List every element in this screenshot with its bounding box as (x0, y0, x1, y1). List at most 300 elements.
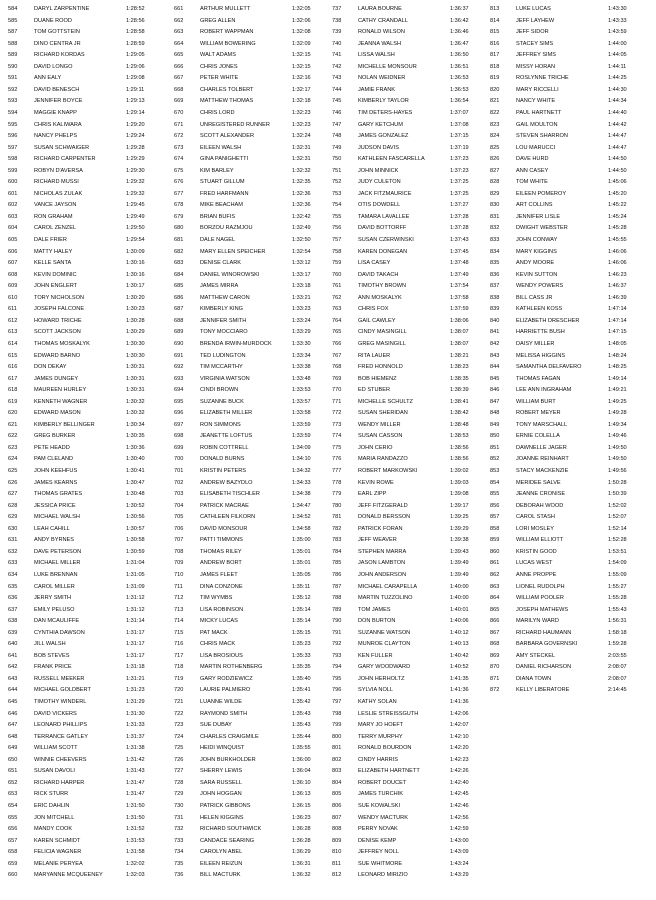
runner-name: CINDY MASINGILL (358, 329, 407, 336)
place: 721 (174, 699, 184, 705)
finish-time: 1:29:32 (126, 179, 145, 186)
finish-time: 1:32:50 (292, 237, 311, 243)
place: 760 (332, 271, 342, 278)
place: 746 (332, 109, 342, 116)
finish-time: 1:45:06 (608, 179, 627, 186)
place: 807 (332, 814, 342, 821)
place: 620 (8, 410, 18, 417)
runner-name: BORZOU RAZMJOU (200, 225, 253, 232)
finish-time: 1:33:58 (292, 410, 311, 417)
finish-time: 1:33:48 (292, 375, 311, 382)
finish-time: 1:37:28 (450, 225, 469, 232)
runner-name: WENDY MILLER (358, 421, 401, 428)
finish-time: 1:30:31 (126, 364, 145, 371)
finish-time: 1:37:43 (450, 237, 469, 243)
runner-name: LIONEL RUDOLPH (516, 583, 565, 590)
runner-name: LISA BROSIOUS (200, 652, 243, 659)
place: 808 (332, 826, 342, 833)
runner-name: RICHARD MUSSI (34, 179, 79, 186)
runner-name: MICHELLE SCHULTZ (358, 398, 413, 405)
runner-name: JENNIFER SMITH (200, 317, 247, 324)
finish-time: 1:28:58 (126, 29, 145, 36)
finish-time: 1:52:07 (608, 514, 627, 521)
finish-time: 2:08:07 (608, 675, 627, 682)
place: 847 (490, 398, 500, 405)
finish-time: 1:34:10 (292, 456, 311, 463)
runner-name: MIKE BEACHAM (200, 202, 243, 209)
place: 731 (174, 814, 184, 821)
finish-time: 1:43:24 (450, 860, 469, 867)
place: 795 (332, 675, 342, 682)
runner-name: RONALD WILSON (358, 29, 405, 36)
finish-time: 1:48:24 (608, 352, 627, 359)
place: 600 (8, 179, 18, 186)
runner-name: JOHN CERIO (358, 444, 393, 451)
place: 830 (490, 202, 500, 209)
runner-name: BARBARA GOVERNSKI (516, 641, 578, 648)
finish-time: 1:38:42 (450, 410, 469, 417)
finish-time: 1:36:46 (450, 29, 469, 36)
finish-time: 1:44:05 (608, 52, 627, 59)
runner-name: KEVIN ROWE (358, 479, 394, 486)
runner-name: LEE ANN INGRAHAM (516, 387, 572, 394)
place: 644 (8, 687, 18, 694)
runner-name: MISSY HORAN (516, 63, 556, 70)
runner-name: JERRY SMITH (34, 595, 72, 602)
place: 800 (332, 733, 342, 740)
place: 839 (490, 306, 500, 313)
runner-name: ANDREW BAZYDLO (200, 479, 253, 486)
place: 838 (490, 294, 500, 301)
runner-name: ROBYN D'AVERSA (34, 167, 83, 174)
finish-time: 1:31:53 (126, 837, 145, 844)
place: 864 (490, 595, 500, 602)
finish-time: 1:32:42 (292, 213, 311, 220)
finish-time: 2:08:07 (608, 664, 627, 671)
runner-name: CAROLYN ABEL (200, 849, 243, 856)
runner-name: SUSAN SCHWAIGER (34, 144, 90, 151)
finish-time: 1:32:08 (292, 29, 311, 36)
finish-time: 1:35:33 (292, 652, 311, 659)
runner-name: JUDSON DAVIS (358, 144, 399, 151)
place: 803 (332, 768, 342, 775)
finish-time: 1:37:54 (450, 283, 469, 290)
place: 797 (332, 699, 342, 705)
finish-time: 1:33:24 (292, 317, 311, 324)
runner-name: CATHLEEN FILKORN (200, 514, 256, 521)
place: 677 (174, 190, 184, 197)
finish-time: 1:35:23 (292, 641, 311, 648)
place: 802 (332, 756, 342, 763)
place: 730 (174, 802, 184, 809)
place: 811 (332, 860, 341, 867)
place: 858 (490, 525, 500, 532)
finish-time: 2:03:55 (608, 652, 627, 659)
runner-name: CHARLES CRAIGMILE (200, 733, 259, 740)
place: 766 (332, 340, 342, 347)
runner-name: TIM DETERS-HAYES (358, 109, 413, 116)
runner-name: MUNROE CLAYTON (358, 641, 411, 648)
place: 609 (8, 283, 18, 290)
place: 673 (174, 144, 184, 151)
runner-name: JOHN HOGGAN (200, 791, 242, 798)
place: 768 (332, 364, 342, 371)
runner-name: SCOTT JACKSON (34, 329, 81, 336)
finish-time: 1:40:12 (450, 629, 469, 636)
runner-name: JAMES GONZALEZ (358, 133, 409, 140)
finish-time: 1:29:11 (126, 86, 145, 93)
finish-time: 1:33:34 (292, 352, 311, 359)
finish-time: 1:37:58 (450, 294, 469, 301)
runner-name: PATTI TIMMONS (200, 537, 243, 544)
place: 663 (174, 29, 184, 36)
place: 769 (332, 375, 342, 382)
finish-time: 1:33:59 (292, 433, 311, 440)
finish-time: 1:40:01 (450, 606, 469, 613)
finish-time: 1:49:14 (608, 375, 627, 382)
place: 815 (490, 29, 500, 36)
runner-name: JENNIFER LISLE (516, 213, 561, 220)
runner-name: JEFF SIDOR (516, 29, 549, 36)
finish-time: 1:36:31 (292, 860, 311, 867)
finish-time: 1:39:29 (450, 525, 469, 532)
place: 836 (490, 271, 500, 278)
place: 635 (8, 583, 18, 590)
place: 868 (490, 641, 500, 648)
finish-time: 1:47:14 (608, 306, 627, 313)
runner-name: MICKY LUCAS (200, 618, 238, 625)
finish-time: 1:32:31 (292, 156, 311, 163)
runner-name: MARTIN ROTHENBERG (200, 664, 263, 671)
finish-time: 1:30:20 (126, 294, 145, 301)
finish-time: 1:36:23 (292, 814, 311, 821)
runner-name: KATHY SOLAN (358, 699, 397, 705)
finish-time: 1:29:50 (126, 225, 145, 232)
place: 855 (490, 491, 500, 498)
finish-time: 1:43:30 (608, 6, 627, 12)
place: 706 (174, 525, 184, 532)
finish-time: 1:38:39 (450, 387, 469, 394)
runner-name: SUSAN CZERWINSKI (358, 237, 414, 243)
finish-time: 1:44:50 (608, 156, 627, 163)
finish-time: 1:50:39 (608, 491, 627, 498)
finish-time: 1:39:49 (450, 560, 469, 567)
finish-time: 1:28:52 (126, 6, 145, 12)
runner-name: KAREN DONEGAN (358, 248, 408, 255)
finish-time: 1:40:00 (450, 595, 469, 602)
runner-name: EARL ZIPP (358, 491, 387, 498)
place: 639 (8, 629, 18, 636)
place: 656 (8, 826, 18, 833)
place: 755 (332, 213, 342, 220)
finish-time: 1:44:42 (608, 121, 627, 128)
runner-name: PERRY NOVAK (358, 826, 398, 833)
place: 618 (8, 387, 18, 394)
place: 801 (332, 745, 342, 752)
place: 743 (332, 75, 342, 82)
place: 770 (332, 387, 342, 394)
finish-time: 1:42:20 (450, 745, 469, 752)
runner-name: RICHARD HARPER (34, 779, 85, 786)
finish-time: 1:46:06 (608, 260, 627, 267)
runner-name: KEVIN SUTTON (516, 271, 558, 278)
place: 608 (8, 271, 18, 278)
finish-time: 1:37:48 (450, 260, 469, 267)
runner-name: FELICIA WAGNER (34, 849, 82, 856)
runner-name: JILL WALSH (34, 641, 66, 648)
finish-time: 1:32:15 (292, 63, 311, 70)
runner-name: MATTY HALEY (34, 248, 73, 255)
runner-name: SUSAN SHERIDAN (358, 410, 408, 417)
runner-name: TORY NICHOLSON (34, 294, 85, 301)
place: 611 (8, 306, 17, 313)
place: 604 (8, 225, 18, 232)
place: 597 (8, 144, 18, 151)
place: 651 (8, 768, 18, 775)
finish-time: 1:42:45 (450, 791, 469, 798)
finish-time: 1:49:28 (608, 410, 627, 417)
runner-name: TAMARA LAVALLEE (358, 213, 410, 220)
runner-name: KATHLEEN KOSS (516, 306, 563, 313)
finish-time: 1:43:33 (608, 17, 627, 24)
runner-name: GREG MASINGILL (358, 340, 406, 347)
runner-name: RAYMOND SMITH (200, 710, 248, 717)
finish-time: 1:32:24 (292, 133, 311, 140)
place: 753 (332, 190, 342, 197)
runner-name: STACEY SIMS (516, 40, 554, 47)
place: 625 (8, 468, 18, 474)
place: 648 (8, 733, 18, 740)
runner-name: UNREGISTERED RUNNER (200, 121, 270, 128)
place: 643 (8, 675, 18, 682)
finish-time: 1:45:20 (608, 190, 627, 197)
place: 826 (490, 156, 500, 163)
runner-name: TIM MCCARTHY (200, 364, 243, 371)
runner-name: SCOTT ALEXANDER (200, 133, 254, 140)
runner-name: JASON LAMBTON (358, 560, 406, 567)
place: 820 (490, 86, 500, 93)
finish-time: 1:31:17 (126, 652, 145, 659)
runner-name: SHERRY LEWIS (200, 768, 243, 775)
place: 824 (490, 133, 500, 140)
finish-time: 1:35:00 (292, 537, 311, 544)
runner-name: NANCY WHITE (516, 98, 556, 105)
place: 865 (490, 606, 500, 613)
runner-name: DUANE ROOD (34, 17, 72, 24)
place: 653 (8, 791, 18, 798)
runner-name: GREG ALLEN (200, 17, 236, 24)
finish-time: 1:45:55 (608, 237, 627, 243)
place: 657 (8, 837, 18, 844)
place: 772 (332, 410, 342, 417)
runner-name: JEFF LAYHEW (516, 17, 555, 24)
finish-time: 1:35:55 (292, 745, 311, 752)
runner-name: MANDY COOK (34, 826, 73, 833)
finish-time: 1:31:12 (126, 606, 145, 613)
finish-time: 1:37:19 (450, 144, 469, 151)
finish-time: 1:40:06 (450, 618, 469, 625)
finish-time: 1:37:07 (450, 109, 469, 116)
place: 664 (174, 40, 184, 47)
runner-name: DANIEL WINOROWSKI (200, 271, 260, 278)
finish-time: 1:31:17 (126, 629, 145, 636)
place: 749 (332, 144, 342, 151)
runner-name: JEFFREY SIMS (516, 52, 556, 59)
runner-name: WILLIAM ELLIOTT (516, 537, 564, 544)
runner-name: FRED HARFMANN (200, 190, 249, 197)
finish-time: 1:38:21 (450, 352, 469, 359)
runner-name: RITA LAUER (358, 352, 391, 359)
finish-time: 1:31:47 (126, 779, 145, 786)
runner-name: JACK FITZMAURICE (358, 190, 412, 197)
place: 585 (8, 17, 18, 24)
finish-time: 1:30:52 (126, 502, 145, 509)
place: 714 (174, 618, 184, 625)
finish-time: 1:30:16 (126, 260, 145, 267)
place: 613 (8, 329, 18, 336)
finish-time: 1:43:59 (608, 29, 627, 36)
finish-time: 1:36:47 (450, 40, 469, 47)
runner-name: CANDACE SEARING (200, 837, 255, 844)
finish-time: 1:56:31 (608, 618, 627, 625)
finish-time: 1:32:03 (126, 872, 145, 879)
runner-name: MELISSA HIGGINS (516, 352, 566, 359)
place: 786 (332, 571, 342, 578)
runner-name: JAMES TURCHIK (358, 791, 403, 798)
finish-time: 1:37:59 (450, 306, 469, 313)
finish-time: 1:36:53 (450, 75, 469, 82)
place: 719 (174, 675, 184, 682)
finish-time: 1:30:17 (126, 283, 145, 290)
place: 758 (332, 248, 342, 255)
finish-time: 1:48:05 (608, 340, 627, 347)
place: 829 (490, 190, 500, 197)
runner-name: CAROL ZENZEL (34, 225, 77, 232)
finish-time: 1:49:34 (608, 421, 627, 428)
place: 632 (8, 548, 18, 555)
place: 846 (490, 387, 500, 394)
place: 672 (174, 133, 184, 140)
place: 627 (8, 491, 18, 498)
place: 705 (174, 514, 184, 521)
runner-name: DAWNELLE JAGER (516, 444, 567, 451)
place: 606 (8, 248, 18, 255)
place: 665 (174, 52, 184, 59)
finish-time: 1:30:40 (126, 456, 145, 463)
finish-time: 1:30:23 (126, 306, 145, 313)
finish-time: 1:33:30 (292, 340, 311, 347)
place: 778 (332, 479, 342, 486)
finish-time: 1:45:28 (608, 225, 627, 232)
place: 857 (490, 514, 500, 521)
finish-time: 1:32:16 (292, 75, 311, 82)
runner-name: KATHLEEN FASCARELLA (358, 156, 425, 163)
finish-time: 1:31:12 (126, 595, 145, 602)
place: 784 (332, 548, 342, 555)
runner-name: MARTIN TUZZOLINO (358, 595, 413, 602)
place: 688 (174, 317, 184, 324)
runner-name: JAMES KEARNS (34, 479, 78, 486)
place: 617 (8, 375, 18, 382)
place: 765 (332, 329, 342, 336)
finish-time: 1:39:08 (450, 491, 469, 498)
runner-name: RON GRAHAM (34, 213, 73, 220)
place: 598 (8, 156, 18, 163)
place: 629 (8, 514, 18, 521)
place: 848 (490, 410, 500, 417)
place: 717 (174, 652, 184, 659)
place: 666 (174, 63, 184, 70)
runner-name: STEVEN SHARRON (516, 133, 568, 140)
finish-time: 1:36:15 (292, 802, 311, 809)
finish-time: 1:30:56 (126, 514, 145, 521)
runner-name: DENISE CLARK (200, 260, 242, 267)
finish-time: 1:30:32 (126, 398, 145, 405)
finish-time: 1:39:17 (450, 502, 469, 509)
finish-time: 1:42:46 (450, 802, 469, 809)
runner-name: DAVID VICKERS (34, 710, 77, 717)
runner-name: ELISABETH TISCHLER (200, 491, 260, 498)
runner-name: THOMAS RILEY (200, 548, 242, 555)
place: 624 (8, 456, 18, 463)
place: 612 (8, 317, 18, 324)
finish-time: 1:38:07 (450, 329, 469, 336)
finish-time: 1:40:52 (450, 664, 469, 671)
runner-name: DALE FRIER (34, 237, 67, 243)
runner-name: TIMOTHY WINDERL (34, 699, 87, 705)
place: 610 (8, 294, 18, 301)
place: 674 (174, 156, 184, 163)
finish-time: 1:29:45 (126, 202, 145, 209)
place: 792 (332, 641, 342, 648)
place: 722 (174, 710, 184, 717)
finish-time: 1:34:09 (292, 444, 311, 451)
finish-time: 1:31:52 (126, 826, 145, 833)
runner-name: KEVIN DOMINIC (34, 271, 77, 278)
place: 740 (332, 40, 342, 47)
runner-name: HARRIETTE BUSH (516, 329, 565, 336)
runner-name: MERIDEE SALVE (516, 479, 561, 486)
runner-name: PAUL HARTNETT (516, 109, 562, 116)
place: 707 (174, 537, 184, 544)
finish-time: 1:30:30 (126, 352, 145, 359)
finish-time: 1:31:50 (126, 814, 145, 821)
finish-time: 1:33:23 (292, 306, 311, 313)
finish-time: 1:49:46 (608, 433, 627, 440)
place: 823 (490, 121, 500, 128)
place: 852 (490, 456, 500, 463)
place: 680 (174, 225, 184, 232)
finish-time: 1:43:00 (450, 837, 469, 844)
finish-time: 1:34:33 (292, 479, 311, 486)
finish-time: 1:40:13 (450, 641, 469, 648)
runner-name: DAVE HURD (516, 156, 549, 163)
finish-time: 1:44:47 (608, 144, 627, 151)
place: 645 (8, 699, 18, 705)
finish-time: 1:35:05 (292, 571, 311, 578)
place: 619 (8, 398, 18, 405)
runner-name: LEONARD PHILLIPS (34, 722, 88, 729)
finish-time: 1:35:11 (292, 583, 311, 590)
finish-time: 1:29:30 (126, 167, 145, 174)
runner-name: JEFF FITZGERALD (358, 502, 408, 509)
place: 626 (8, 479, 18, 486)
runner-name: DAVID TAKACH (358, 271, 399, 278)
place: 861 (490, 560, 500, 567)
finish-time: 1:36:00 (292, 756, 311, 763)
finish-time: 1:35:44 (292, 733, 311, 740)
place: 741 (332, 52, 342, 59)
